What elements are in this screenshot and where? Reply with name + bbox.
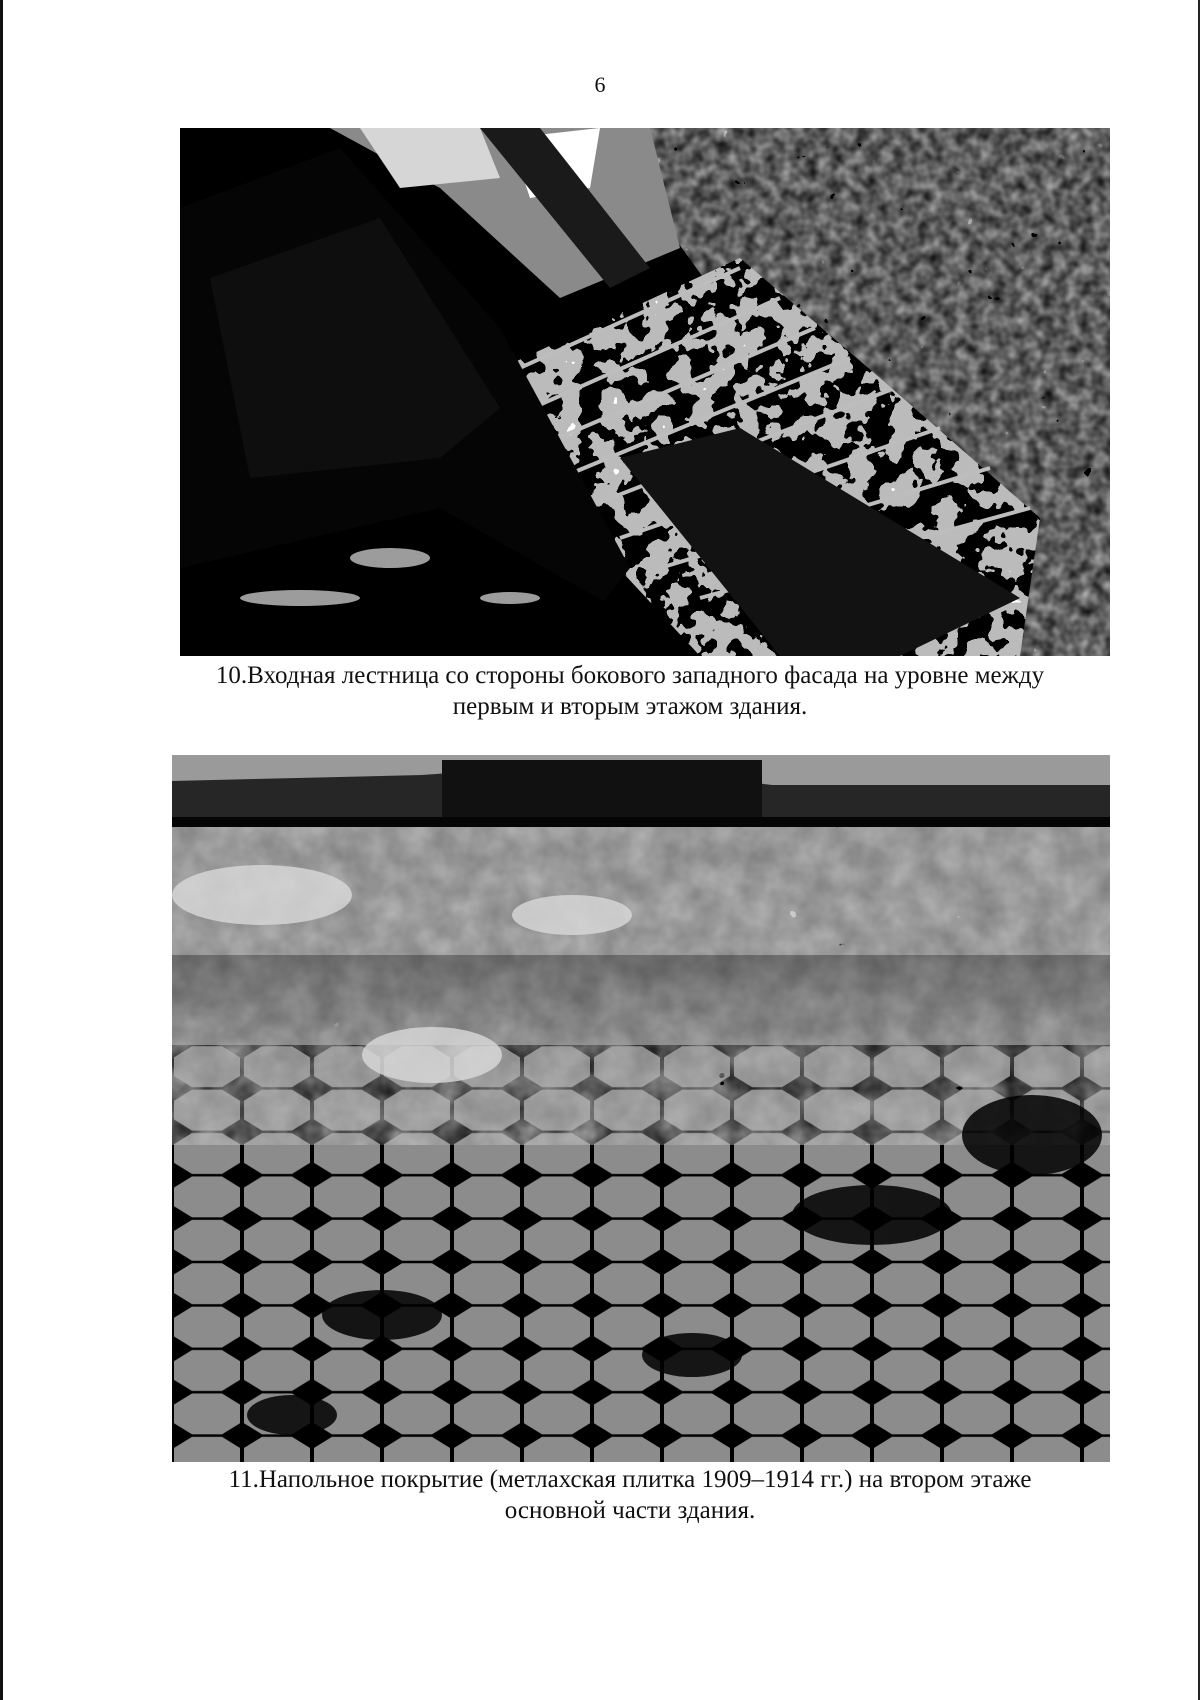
- caption-line: 10.Входная лестница со стороны бокового западного фасада на уровне между: [215, 662, 1045, 689]
- caption-line: первым и вторым этажом здания.: [452, 693, 808, 720]
- staircase-photo: [180, 128, 1110, 656]
- caption-line: основной части здания.: [504, 1497, 756, 1524]
- caption-line: 11.Напольное покрытие (метлахская плитка 1909–1914 гг.) на втором этаже: [228, 1466, 1032, 1493]
- page-number: 6: [594, 72, 606, 97]
- figure-caption-stair: [150, 660, 1110, 722]
- scan-edge-left: [0, 0, 3, 1700]
- figure-caption-floor: [150, 1464, 1110, 1526]
- tiled-floor-photo-drawing: [172, 755, 1110, 1462]
- tiled-floor-photo: [172, 755, 1110, 1462]
- staircase-photo-drawing: [180, 128, 1110, 656]
